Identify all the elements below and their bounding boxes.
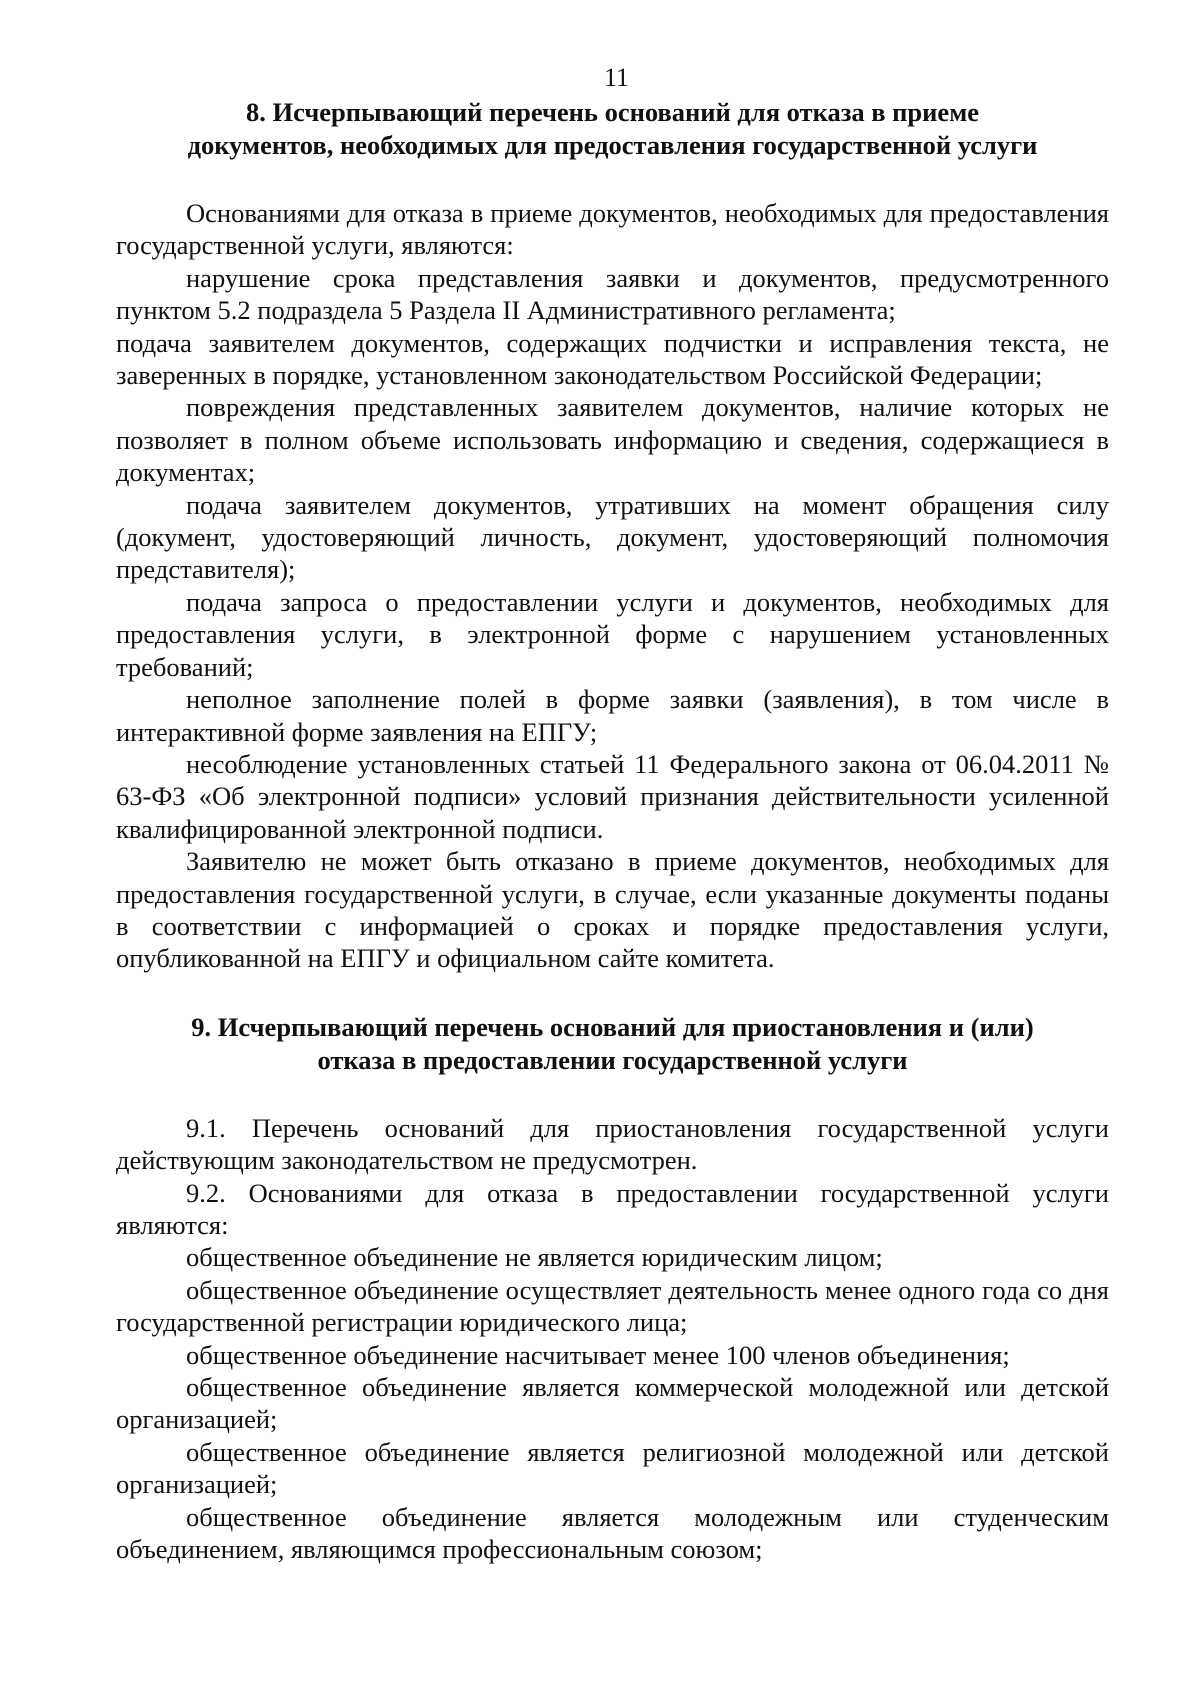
section-9-heading-line-1: 9. Исчерпывающий перечень оснований для приостановления и (или) [191,1011,1034,1042]
section-spacer [116,975,1109,1011]
document-page [116,62,1109,1565]
section-8-paragraph: неполное заполнение полей в форме заявки (заявления), в том числе в интерактивной форме заявления на ЕПГУ; [116,684,1109,747]
section-9-body [116,1112,1109,1566]
section-9-paragraph: общественное объединение осуществляет деятельность менее одного года со дня государственной регистрации юридического лица; [116,1274,1109,1338]
section-8-paragraph: подача запроса о предоставлении услуги и документов, необходимых для предоставления услуги, в электронной форме с нарушением установленных требований; [116,586,1109,682]
section-8-heading-line-1: 8. Исчерпывающий перечень оснований для отказа в приеме [245,97,980,127]
section-8-heading-line-2: документов, необходимых для предоставления государственной услуги [187,130,1038,160]
section-9-paragraph: общественное объединение не является юридическим лицом; [186,1242,883,1273]
section-8-heading [116,96,1109,162]
section-8-paragraph: подача заявителем документов, утративших на момент обращения силу (документ, удостоверяющий личность, документ, удостоверяющий полномочия представителя); [116,489,1109,585]
section-8-paragraph: Заявителю не может быть отказано в приеме документов, необходимых для предоставления государственной услуги, в случае, если указанные документы поданы в соответствии с информацией о сроках и порядке предоставления услуги, опубликованной на ЕПГУ и официальном сайте комитета. [116,846,1109,974]
section-9-paragraph: общественное объединение является молодежным или студенческим объединением, являющимся профессиональным союзом; [116,1501,1109,1565]
section-8-paragraph: несоблюдение установленных статьей 11 Федерального закона от 06.04.2011 № 63-ФЗ «Об электронной подписи» условий признания действительности усиленной квалифицированной электронной подписи. [116,748,1109,844]
section-8-paragraph: Основаниями для отказа в приеме документов, необходимых для предоставления государственной услуги, являются: [116,198,1109,261]
page-number: 11 [603,63,630,92]
section-9-paragraph: общественное объединение является коммерческой молодежной или детской организацией; [116,1372,1109,1435]
section-9-paragraph: общественное объединение является религиозной молодежной или детской организацией; [116,1436,1109,1500]
section-8-paragraph: подача заявителем документов, содержащих подчистки и исправления текста, не заверенных в порядке, установленном законодательством Российской Федерации; [116,327,1109,391]
section-9-paragraph: общественное объединение насчитывает менее 100 членов объединения; [186,1339,1010,1370]
section-9-heading [116,1011,1109,1077]
section-9-paragraph: 9.1. Перечень оснований для приостановления государственной услуги действующим законодательством не предусмотрен. [116,1112,1109,1176]
section-9-paragraph: 9.2. Основаниями для отказа в предоставлении государственной услуги являются: [116,1177,1109,1240]
section-8-body [116,197,1109,975]
section-8-paragraph: повреждения представленных заявителем документов, наличие которых не позволяет в полном объеме использовать информацию и сведения, содержащиеся в документах; [116,392,1109,488]
section-9-heading-line-2: отказа в предоставлении государственной услуги [317,1044,908,1075]
section-8-paragraph: нарушение срока представления заявки и документов, предусмотренного пунктом 5.2 подраздела 5 Раздела II Административного регламента; [116,262,1109,326]
